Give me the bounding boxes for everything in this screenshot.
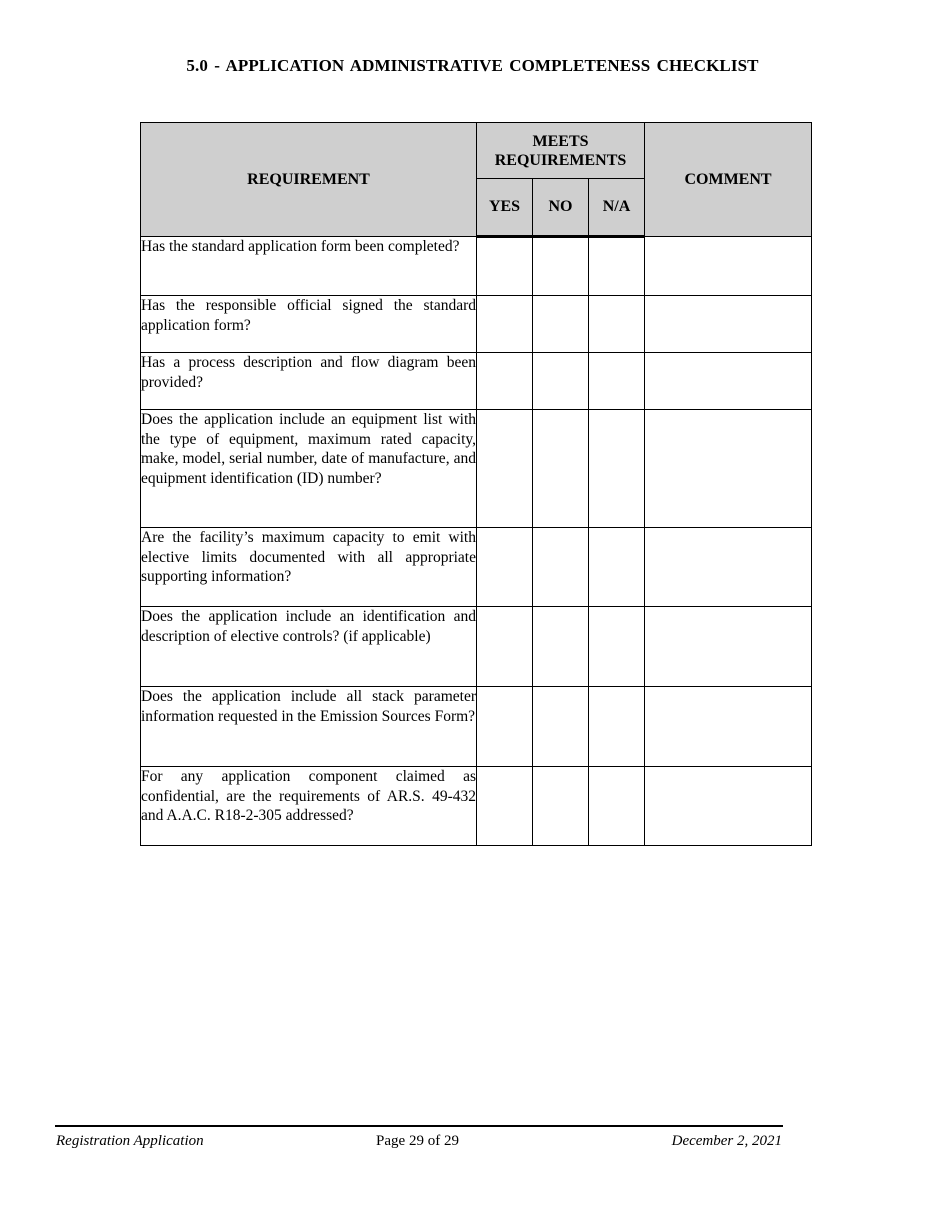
footer-document-name: Registration Application: [56, 1133, 204, 1149]
requirement-cell: For any application component claimed as confidential, are the requirements of AR.S. 49-432 and A.A.C. R18-2-305 addressed?: [141, 767, 477, 846]
yes-cell[interactable]: [477, 410, 533, 528]
yes-cell[interactable]: [477, 353, 533, 410]
na-cell[interactable]: [589, 410, 645, 528]
requirement-cell: Does the application include an equipment list with the type of equipment, maximum rated capacity, make, model, serial number, date of manufacture, and equipment identification (ID) number?: [141, 410, 477, 528]
comment-cell[interactable]: [645, 607, 812, 687]
no-cell[interactable]: [533, 687, 589, 767]
no-cell[interactable]: [533, 353, 589, 410]
header-requirement: REQUIREMENT: [141, 123, 477, 237]
na-cell[interactable]: [589, 528, 645, 607]
requirement-cell: Does the application include an identification and description of elective controls? (if applicable): [141, 607, 477, 687]
na-cell[interactable]: [589, 607, 645, 687]
footer-page-number: Page 29 of 29: [376, 1133, 459, 1149]
na-cell[interactable]: [589, 237, 645, 296]
table-row: [141, 410, 812, 528]
header-comment: COMMENT: [645, 123, 812, 237]
requirement-cell: Has the standard application form been completed?: [141, 237, 477, 296]
table-row: [141, 528, 812, 607]
requirement-cell: Has a process description and flow diagram been provided?: [141, 353, 477, 410]
table-row: [141, 296, 812, 353]
footer-date: December 2, 2021: [671, 1133, 782, 1149]
comment-cell[interactable]: [645, 353, 812, 410]
yes-cell[interactable]: [477, 687, 533, 767]
completeness-checklist-table: [140, 122, 812, 846]
table-row: [141, 607, 812, 687]
yes-cell[interactable]: [477, 767, 533, 846]
header-meets-requirements: MEETS REQUIREMENTS: [477, 123, 645, 179]
yes-cell[interactable]: [477, 237, 533, 296]
header-no: NO: [533, 179, 589, 237]
header-yes: YES: [477, 179, 533, 237]
yes-cell[interactable]: [477, 296, 533, 353]
no-cell[interactable]: [533, 767, 589, 846]
na-cell[interactable]: [589, 296, 645, 353]
yes-cell[interactable]: [477, 607, 533, 687]
yes-cell[interactable]: [477, 528, 533, 607]
requirement-cell: Are the facility’s maximum capacity to emit with elective limits documented with all appropriate supporting information?: [141, 528, 477, 607]
footer-divider: [55, 1125, 783, 1127]
no-cell[interactable]: [533, 237, 589, 296]
na-cell[interactable]: [589, 353, 645, 410]
table-row: [141, 767, 812, 846]
requirement-cell: Has the responsible official signed the standard application form?: [141, 296, 477, 353]
comment-cell[interactable]: [645, 410, 812, 528]
comment-cell[interactable]: [645, 528, 812, 607]
no-cell[interactable]: [533, 528, 589, 607]
comment-cell[interactable]: [645, 687, 812, 767]
header-na: N/A: [589, 179, 645, 237]
no-cell[interactable]: [533, 607, 589, 687]
no-cell[interactable]: [533, 410, 589, 528]
table-row: [141, 237, 812, 296]
requirement-cell: Does the application include all stack parameter information requested in the Emission Sources Form?: [141, 687, 477, 767]
comment-cell[interactable]: [645, 296, 812, 353]
page-title: 5.0 - APPLICATION ADMINISTRATIVE COMPLETENESS CHECKLIST: [186, 56, 759, 75]
na-cell[interactable]: [589, 767, 645, 846]
comment-cell[interactable]: [645, 237, 812, 296]
comment-cell[interactable]: [645, 767, 812, 846]
no-cell[interactable]: [533, 296, 589, 353]
na-cell[interactable]: [589, 687, 645, 767]
table-row: [141, 687, 812, 767]
table-row: [141, 353, 812, 410]
